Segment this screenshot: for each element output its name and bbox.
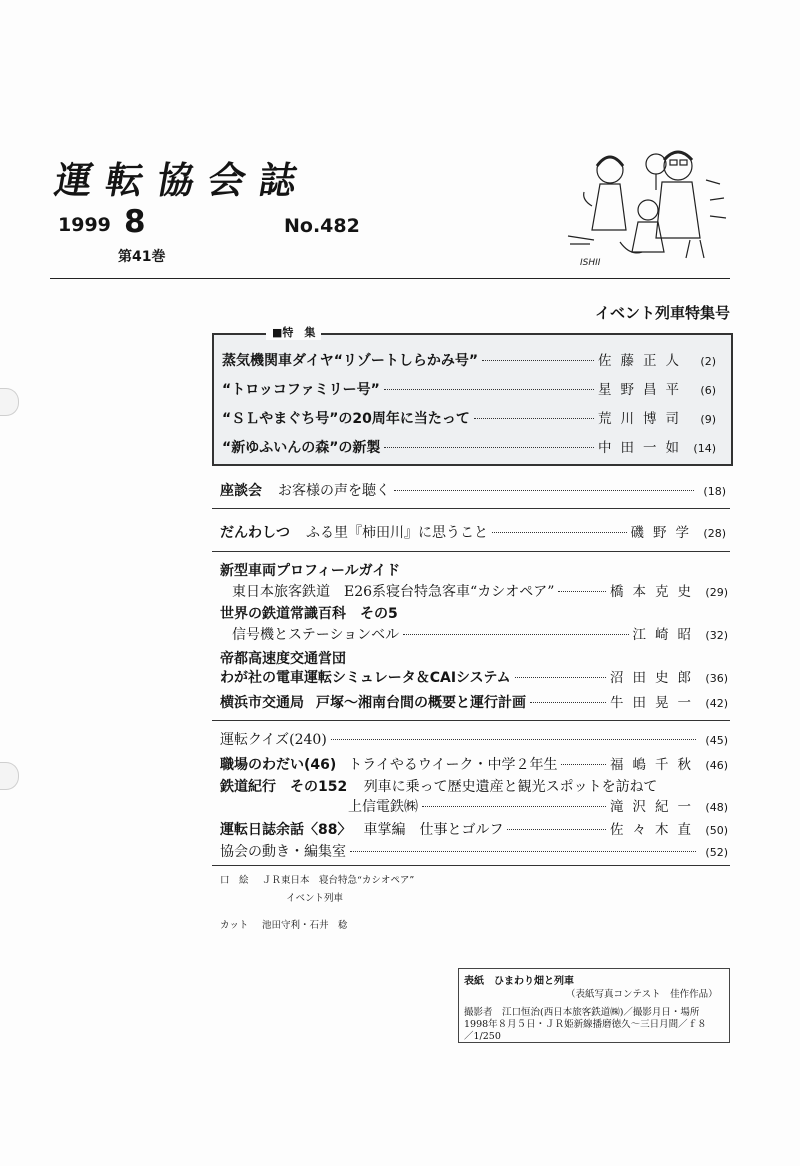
entry-page: (46) [705, 759, 728, 772]
feature-item-author: 佐藤正人 [598, 353, 688, 369]
toc-entry-danwa[interactable] [220, 521, 726, 542]
entry-author: 福嶋千秋 [610, 757, 700, 773]
entry-author: 牛田晃一 [610, 695, 700, 711]
entry-page: (52) [705, 846, 728, 859]
toc-entry-quiz[interactable] [220, 729, 728, 749]
leader-dots [515, 677, 606, 678]
leader-dots [474, 418, 594, 419]
entry-author: 佐々木直 [610, 822, 700, 838]
feature-item[interactable] [222, 378, 716, 399]
header-rule [50, 278, 730, 279]
leader-dots [384, 447, 594, 448]
feature-item-author: 星野昌平 [598, 382, 688, 398]
toc-entry-kiko[interactable] [348, 795, 728, 816]
toc-entry-yokohama[interactable] [220, 691, 728, 712]
feature-item[interactable] [222, 349, 716, 370]
entry-title: 車掌編 仕事とゴルフ [363, 822, 504, 838]
leader-dots [394, 490, 694, 491]
divider [212, 865, 730, 866]
section-head: 運転日誌余話〈88〉 [220, 822, 352, 838]
entry-page: (36) [705, 672, 728, 685]
leader-dots [422, 806, 606, 807]
volume-number: 第41巻 [118, 249, 166, 265]
illustration-signature: ISHII [580, 258, 601, 268]
section-head-teito: 帝都高速度交通営団 [220, 651, 346, 667]
toc-entry-teito[interactable] [220, 666, 728, 687]
feature-item-author: 荒川博司 [598, 411, 688, 427]
entry-page: (28) [703, 527, 726, 540]
entry-title: お客様の声を聴く [278, 483, 390, 499]
leader-dots [350, 851, 696, 852]
entry-title: 戸塚～湘南台間の概要と運行計画 [316, 695, 526, 711]
divider [212, 720, 730, 721]
punch-hole-top [0, 388, 19, 416]
cut-credit: 池田守利・石井 稔 [262, 920, 348, 931]
section-head-profile: 新型車両プロフィールガイド [220, 563, 401, 579]
feature-item-page: (9) [700, 413, 716, 426]
leader-dots [558, 591, 606, 592]
divider [212, 551, 730, 552]
feature-item-author: 中田一如 [598, 440, 688, 456]
cover-line-3: ／1/250 [464, 1031, 501, 1042]
feature-item-title: 蒸気機関車ダイヤ“リゾートしらかみ号” [222, 353, 479, 369]
section-head: 横浜市交通局 [220, 695, 304, 711]
punch-hole-bottom [0, 762, 19, 790]
leader-dots [331, 739, 696, 740]
issue-month: 8 [124, 204, 146, 240]
section-head: 座談会 [220, 483, 262, 499]
section-head: だんわしつ [220, 525, 290, 541]
feature-item[interactable] [222, 436, 716, 457]
entry-page: (42) [705, 697, 728, 710]
feature-label: ■特 集 [266, 324, 321, 340]
entry-title: 協会の動き・編集室 [220, 844, 346, 860]
entry-author: 磯野学 [630, 525, 698, 541]
feature-item-title: “新ゆふいんの森”の新製 [222, 440, 381, 456]
leader-dots [403, 634, 628, 635]
entry-title: 列車に乗って歴史遺産と観光スポットを訪ねて [363, 779, 658, 795]
entry-author: 江崎昭 [632, 627, 700, 643]
entry-author: 沼田史郎 [610, 670, 700, 686]
kuchie-line-1: ＪＲ東日本 寝台特急“カシオペア” [262, 875, 415, 886]
cover-title: 表紙 ひまわり畑と列車 [464, 976, 574, 987]
kuchie-line-2: イベント列車 [286, 893, 344, 904]
toc-entry-nisshi[interactable] [220, 818, 728, 839]
entry-page: (18) [703, 485, 726, 498]
section-head: 鉄道紀行 その152 [220, 779, 348, 795]
leader-dots [384, 389, 594, 390]
feature-item-page: (14) [693, 442, 716, 455]
section-head-hyakka: 世界の鉄道常識百科 その5 [220, 606, 398, 622]
magazine-title: 運転協会誌 [51, 159, 315, 202]
cover-illustration [560, 140, 746, 272]
cover-line-1: 撮影者 江口恒治(西日本旅客鉄道㈱)／撮影月日・場所 [464, 1007, 700, 1018]
entry-title: わが社の電車運転シミュレータ＆CAIシステム [220, 670, 511, 686]
feature-item-title: “トロッコファミリー号” [222, 382, 380, 398]
issue-number: No.482 [284, 215, 360, 237]
toc-entry-profile[interactable] [232, 580, 728, 601]
section-head-kiko-row [220, 776, 657, 796]
entry-author: 橋本克史 [610, 584, 700, 600]
cover-contest: （表紙写真コンテスト 佳作作品） [566, 989, 718, 1000]
feature-item-page: (6) [700, 384, 716, 397]
entry-title: 運転クイズ(240) [220, 732, 327, 748]
leader-dots [530, 702, 606, 703]
leader-dots [561, 764, 606, 765]
toc-entry-hyakka[interactable] [232, 623, 728, 644]
leader-dots [492, 532, 627, 533]
entry-page: (48) [705, 801, 728, 814]
feature-item-page: (2) [700, 355, 716, 368]
section-head: 職場のわだい(46) [220, 757, 337, 773]
special-issue-title: イベント列車特集号 [594, 304, 730, 322]
toc-entry-kyokai[interactable] [220, 841, 728, 861]
entry-page: (32) [705, 629, 728, 642]
feature-item[interactable] [222, 407, 716, 428]
entry-title: 東日本旅客鉄道 E26系寝台特急客車“カシオペア” [232, 584, 555, 600]
entry-page: (29) [705, 586, 728, 599]
toc-entry-wadai[interactable] [220, 753, 728, 774]
entry-author: 滝沢紀一 [610, 799, 700, 815]
feature-item-title: “ＳＬやまぐち号”の20周年に当たって [222, 411, 470, 427]
leader-dots [507, 829, 606, 830]
entry-subtitle: 上信電鉄㈱ [348, 799, 418, 815]
entry-title: ふる里『柿田川』に思うこと [306, 525, 488, 541]
kuchie-label: 口 絵 [220, 875, 249, 886]
cover-line-2: 1998年８月５日・ＪＲ姫新線播磨徳久～三日月間／ｆ８ [464, 1019, 707, 1030]
toc-entry-zadankai[interactable] [220, 480, 726, 500]
entry-page: (45) [705, 734, 728, 747]
entry-page: (50) [705, 824, 728, 837]
entry-title: 信号機とステーションベル [232, 627, 400, 643]
issue-year: 1999 [58, 214, 111, 236]
leader-dots [482, 360, 594, 361]
divider [212, 508, 730, 509]
cut-label: カット [220, 920, 249, 931]
entry-title: トライやるウイーク・中学２年生 [348, 757, 558, 773]
